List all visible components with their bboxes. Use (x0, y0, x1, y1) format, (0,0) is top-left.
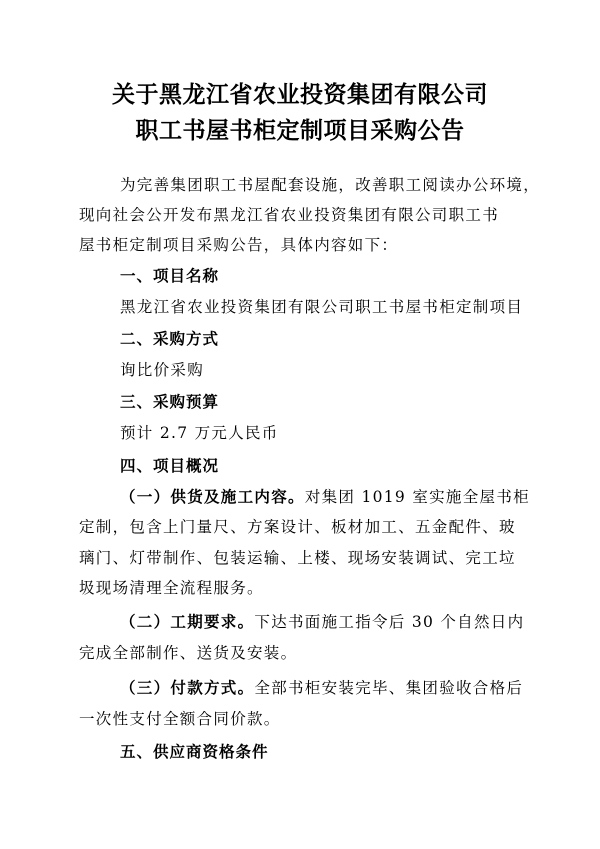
section-text-project-name: 黑龙江省农业投资集团有限公司职工书屋书柜定制项目 (120, 298, 524, 316)
overview-item-2-line-2: 完成全部制作、送货及安装。 (79, 644, 298, 662)
overview-item-2-title: （二）工期要求。 (120, 613, 255, 631)
overview-item-2-text: 下达书面施工指令后 30 个自然日内 (254, 613, 525, 631)
section-heading-supplier-qualification: 五、供应商资格条件 (120, 743, 269, 761)
section-heading-budget: 三、采购预算 (120, 393, 220, 411)
intro-line-2: 现向社会公开发布黑龙江省农业投资集团有限公司职工书 (79, 206, 500, 224)
section-heading-overview: 四、项目概况 (120, 457, 220, 475)
overview-item-1-line-3: 璃门、灯带制作、包装运输、上楼、现场安装调试、完工垃 (79, 549, 516, 567)
document-title-line-2: 职工书屋书柜定制项目采购公告 (135, 118, 465, 144)
overview-item-1-text: 对集团 1019 室实施全屋书柜 (304, 488, 530, 506)
section-text-budget: 预计 2.7 万元人民币 (120, 424, 279, 442)
intro-line-3: 屋书柜定制项目采购公告，具体内容如下： (79, 236, 399, 254)
overview-item-1-title: （一）供货及施工内容。 (120, 488, 305, 506)
document-title-line-1: 关于黑龙江省农业投资集团有限公司 (112, 82, 488, 108)
overview-item-3-text: 全部书柜安装完毕、集团验收合格后 (254, 679, 524, 697)
overview-item-1-line-2: 定制，包含上门量尺、方案设计、板材加工、五金配件、玻 (79, 518, 516, 536)
section-heading-procurement-method: 二、采购方式 (120, 330, 220, 348)
section-text-procurement-method: 询比价采购 (120, 361, 205, 379)
section-heading-project-name: 一、项目名称 (120, 267, 220, 285)
overview-item-1-line-1 (120, 485, 530, 507)
overview-item-2-line-1 (120, 610, 524, 632)
intro-line-1: 为完善集团职工书屋配套设施，改善职工阅读办公环境， (120, 176, 541, 194)
overview-item-1-line-4: 圾现场清理全流程服务。 (79, 579, 264, 597)
overview-item-3-line-2: 一次性支付全额合同价款。 (79, 710, 281, 728)
overview-item-3-title: （三）付款方式。 (120, 679, 255, 697)
overview-item-3-line-1 (120, 676, 523, 698)
